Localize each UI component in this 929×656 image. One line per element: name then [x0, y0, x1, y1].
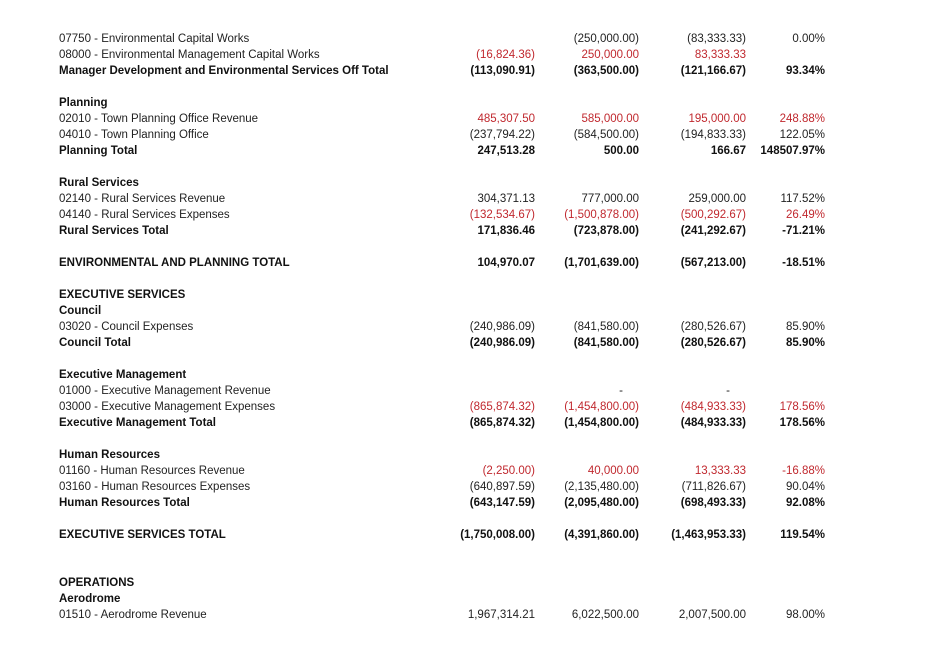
- table-row: [0, 111, 929, 127]
- table-row: [0, 319, 929, 335]
- row-label: Planning: [59, 97, 108, 109]
- table-row: [0, 223, 929, 239]
- cell-percent: 93.34%: [785, 65, 825, 77]
- table-row: [0, 415, 929, 431]
- table-row: [0, 607, 929, 623]
- cell-actual: (865,874.32): [469, 401, 535, 413]
- table-row: [0, 191, 929, 207]
- cell-budget: 6,022,500.00: [571, 609, 639, 621]
- table-row: [0, 287, 929, 303]
- row-label: Rural Services: [59, 177, 139, 189]
- row-label: 03160 - Human Resources Expenses: [59, 481, 251, 493]
- row-label: Council Total: [59, 337, 131, 349]
- cell-ytd-budget: (698,493.33): [680, 497, 746, 509]
- cell-percent: 26.49%: [785, 209, 825, 221]
- cell-ytd-budget: (484,933.33): [680, 417, 746, 429]
- cell-percent: 178.56%: [779, 401, 825, 413]
- table-row: [0, 463, 929, 479]
- cell-percent: 90.04%: [785, 481, 825, 493]
- table-row: [0, 335, 929, 351]
- table-row: [0, 31, 929, 47]
- cell-percent: 85.90%: [785, 321, 825, 333]
- blank-row: [0, 559, 929, 575]
- cell-actual: 1,967,314.21: [467, 609, 535, 621]
- cell-ytd-budget: -: [726, 385, 730, 397]
- table-row: [0, 447, 929, 463]
- row-label: 01000 - Executive Management Revenue: [59, 385, 271, 397]
- cell-budget: 585,000.00: [581, 113, 639, 125]
- cell-ytd-budget: 259,000.00: [688, 193, 746, 205]
- row-label: 07750 - Environmental Capital Works: [59, 33, 250, 45]
- cell-actual: (240,986.09): [469, 321, 535, 333]
- cell-budget: (4,391,860.00): [564, 529, 639, 541]
- row-label: Council: [59, 305, 102, 317]
- cell-percent: 0.00%: [792, 33, 825, 45]
- cell-ytd-budget: (280,526.67): [680, 337, 746, 349]
- row-label: Human Resources Total: [59, 497, 190, 509]
- cell-percent: 248.88%: [779, 113, 825, 125]
- table-row: [0, 495, 929, 511]
- cell-budget: (723,878.00): [573, 225, 639, 237]
- row-label: EXECUTIVE SERVICES: [59, 289, 186, 301]
- cell-ytd-budget: 195,000.00: [688, 113, 746, 125]
- cell-ytd-budget: (484,933.33): [680, 401, 746, 413]
- row-label: 01510 - Aerodrome Revenue: [59, 609, 207, 621]
- cell-budget: 500.00: [603, 145, 639, 157]
- cell-actual: (2,250.00): [482, 465, 535, 477]
- table-row: [0, 367, 929, 383]
- cell-ytd-budget: (241,292.67): [680, 225, 746, 237]
- cell-percent: 178.56%: [779, 417, 825, 429]
- cell-percent: -16.88%: [782, 465, 825, 477]
- cell-ytd-budget: (1,463,953.33): [671, 529, 746, 541]
- table-row: [0, 527, 929, 543]
- cell-ytd-budget: (567,213.00): [680, 257, 746, 269]
- cell-actual: (237,794.22): [469, 129, 535, 141]
- cell-actual: (16,824.36): [476, 49, 535, 61]
- row-label: 02010 - Town Planning Office Revenue: [59, 113, 259, 125]
- cell-actual: (643,147.59): [469, 497, 535, 509]
- cell-budget: (1,500,878.00): [564, 209, 639, 221]
- cell-actual: 104,970.07: [477, 257, 535, 269]
- cell-budget: 777,000.00: [581, 193, 639, 205]
- table-row: [0, 303, 929, 319]
- cell-percent: 85.90%: [785, 337, 825, 349]
- row-label: Rural Services Total: [59, 225, 169, 237]
- cell-ytd-budget: (500,292.67): [680, 209, 746, 221]
- cell-percent: 119.54%: [780, 529, 825, 541]
- cell-ytd-budget: 83,333.33: [694, 49, 746, 61]
- cell-actual: 247,513.28: [477, 145, 535, 157]
- row-label: OPERATIONS: [59, 577, 135, 589]
- cell-actual: (1,750,008.00): [460, 529, 535, 541]
- row-label: Human Resources: [59, 449, 160, 461]
- blank-row: [0, 271, 929, 287]
- cell-percent: 92.08%: [785, 497, 825, 509]
- row-label: Manager Development and Environmental Services Off Total: [59, 65, 389, 77]
- cell-budget: 250,000.00: [581, 49, 639, 61]
- row-label: Executive Management Total: [59, 417, 216, 429]
- cell-budget: (1,701,639.00): [564, 257, 639, 269]
- cell-ytd-budget: (83,333.33): [687, 33, 746, 45]
- cell-budget: (1,454,800.00): [564, 417, 639, 429]
- cell-budget: -: [619, 385, 623, 397]
- cell-budget: (2,135,480.00): [564, 481, 639, 493]
- row-label: 03000 - Executive Management Expenses: [59, 401, 276, 413]
- table-row: [0, 255, 929, 271]
- table-row: [0, 207, 929, 223]
- row-label: Executive Management: [59, 369, 187, 381]
- row-label: Planning Total: [59, 145, 138, 157]
- blank-row: [0, 239, 929, 255]
- row-label: 01160 - Human Resources Revenue: [59, 465, 245, 477]
- cell-actual: 171,836.46: [477, 225, 535, 237]
- cell-actual: (640,897.59): [469, 481, 535, 493]
- cell-percent: 148507.97%: [760, 145, 825, 157]
- table-row: [0, 95, 929, 111]
- row-label: 08000 - Environmental Management Capital Works: [59, 49, 320, 61]
- cell-actual: (113,090.91): [470, 65, 535, 77]
- cell-ytd-budget: (280,526.67): [680, 321, 746, 333]
- row-label: 04140 - Rural Services Expenses: [59, 209, 230, 221]
- row-label: 03020 - Council Expenses: [59, 321, 194, 333]
- row-label: EXECUTIVE SERVICES TOTAL: [59, 529, 226, 541]
- table-row: [0, 399, 929, 415]
- cell-ytd-budget: 2,007,500.00: [678, 609, 746, 621]
- row-label: ENVIRONMENTAL AND PLANNING TOTAL: [59, 257, 290, 269]
- cell-percent: -71.21%: [782, 225, 825, 237]
- cell-actual: (865,874.32): [469, 417, 535, 429]
- cell-budget: (2,095,480.00): [564, 497, 639, 509]
- cell-budget: 40,000.00: [587, 465, 639, 477]
- cell-percent: 98.00%: [785, 609, 825, 621]
- cell-ytd-budget: (194,833.33): [680, 129, 746, 141]
- blank-row: [0, 543, 929, 559]
- cell-percent: -18.51%: [782, 257, 825, 269]
- table-row: [0, 127, 929, 143]
- cell-budget: (584,500.00): [573, 129, 639, 141]
- cell-percent: 117.52%: [780, 193, 825, 205]
- cell-ytd-budget: (121,166.67): [680, 65, 746, 77]
- cell-actual: (132,534.67): [469, 209, 535, 221]
- blank-row: [0, 431, 929, 447]
- cell-percent: 122.05%: [779, 129, 825, 141]
- cell-budget: (363,500.00): [573, 65, 639, 77]
- row-label: Aerodrome: [59, 593, 121, 605]
- table-row: [0, 575, 929, 591]
- cell-actual: 485,307.50: [477, 113, 535, 125]
- blank-row: [0, 159, 929, 175]
- table-row: [0, 479, 929, 495]
- table-row: [0, 47, 929, 63]
- table-row: [0, 63, 929, 79]
- table-row: [0, 383, 929, 399]
- row-label: 04010 - Town Planning Office: [59, 129, 209, 141]
- cell-budget: (841,580.00): [573, 321, 639, 333]
- blank-row: [0, 511, 929, 527]
- table-row: [0, 175, 929, 191]
- blank-row: [0, 351, 929, 367]
- blank-row: [0, 79, 929, 95]
- cell-ytd-budget: 166.67: [710, 145, 746, 157]
- cell-budget: (250,000.00): [573, 33, 639, 45]
- cell-ytd-budget: (711,826.67): [681, 481, 746, 493]
- table-row: [0, 143, 929, 159]
- cell-budget: (1,454,800.00): [564, 401, 639, 413]
- cell-actual: (240,986.09): [469, 337, 535, 349]
- row-label: 02140 - Rural Services Revenue: [59, 193, 226, 205]
- cell-ytd-budget: 13,333.33: [694, 465, 746, 477]
- cell-budget: (841,580.00): [573, 337, 639, 349]
- cell-actual: 304,371.13: [477, 193, 535, 205]
- table-row: [0, 591, 929, 607]
